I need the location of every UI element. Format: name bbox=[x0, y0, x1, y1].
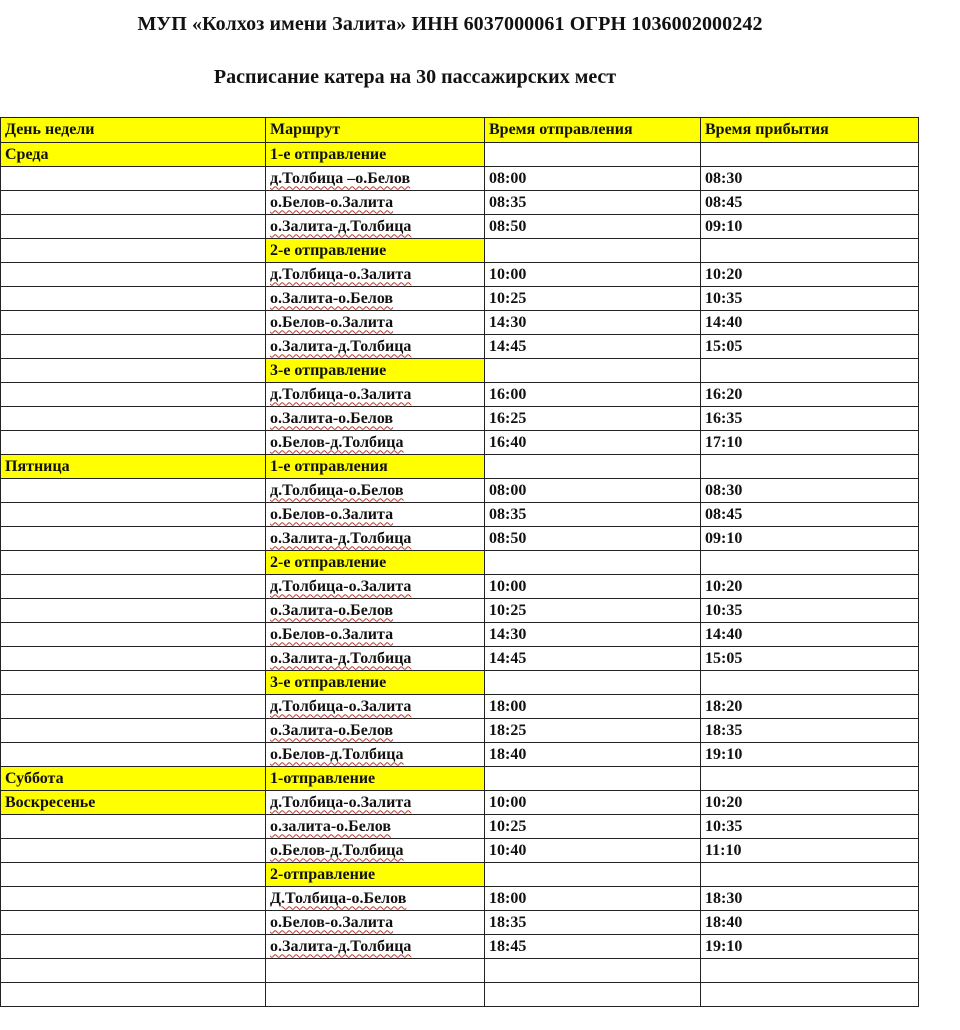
arrival-time-cell bbox=[701, 575, 919, 599]
day-cell bbox=[1, 815, 266, 839]
departure-time-cell bbox=[485, 527, 701, 551]
schedule-table bbox=[0, 117, 919, 1007]
departure-time-cell-text: 10:00 bbox=[489, 793, 527, 811]
departure-section-row bbox=[1, 455, 919, 479]
table-row bbox=[1, 935, 919, 959]
route-cell bbox=[266, 983, 485, 1007]
arrival-time-cell bbox=[701, 551, 919, 575]
departure-section-row bbox=[1, 671, 919, 695]
day-cell bbox=[1, 791, 266, 815]
route-cell-text: 2-отправление bbox=[270, 865, 376, 883]
departure-time-cell bbox=[485, 647, 701, 671]
day-cell bbox=[1, 359, 266, 383]
day-cell bbox=[1, 575, 266, 599]
departure-time-cell bbox=[485, 455, 701, 479]
departure-time-cell bbox=[485, 359, 701, 383]
departure-section-row bbox=[1, 863, 919, 887]
route-cell-text: о.Белов-о.Залита bbox=[270, 913, 394, 931]
departure-time-cell-text: 16:40 bbox=[489, 433, 527, 451]
departure-time-cell bbox=[485, 263, 701, 287]
day-cell bbox=[1, 647, 266, 671]
arrival-time-cell-text: 18:30 bbox=[705, 889, 743, 907]
departure-section-row bbox=[1, 143, 919, 167]
arrival-time-cell bbox=[701, 335, 919, 359]
departure-time-cell bbox=[485, 935, 701, 959]
day-cell bbox=[1, 623, 266, 647]
departure-time-cell bbox=[485, 575, 701, 599]
route-cell-text: 2-е отправление bbox=[270, 553, 387, 571]
arrival-time-cell-text: 08:45 bbox=[705, 505, 743, 523]
route-cell-text: Д.Толбица-о.Белов bbox=[270, 889, 407, 907]
departure-time-cell-text: 10:25 bbox=[489, 601, 527, 619]
route-cell-text: о.Белов-д.Толбица bbox=[270, 841, 404, 859]
departure-time-cell bbox=[485, 287, 701, 311]
table-row bbox=[1, 503, 919, 527]
route-cell bbox=[266, 887, 485, 911]
route-cell-text: о.Белов-д.Толбица bbox=[270, 745, 404, 763]
departure-time-cell bbox=[485, 791, 701, 815]
arrival-time-cell bbox=[701, 983, 919, 1007]
route-cell-text: 1-отправление bbox=[270, 769, 376, 787]
departure-time-cell bbox=[485, 887, 701, 911]
route-cell bbox=[266, 263, 485, 287]
route-cell bbox=[266, 359, 485, 383]
org-name: МУП «Колхоз имени Залита» bbox=[137, 13, 407, 35]
arrival-time-cell bbox=[701, 623, 919, 647]
arrival-time-cell-text: 08:45 bbox=[705, 193, 743, 211]
route-cell-text: д.Толбица-о.Залита bbox=[270, 385, 412, 403]
route-cell-text: 3-е отправление bbox=[270, 673, 387, 691]
route-cell bbox=[266, 719, 485, 743]
departure-time-cell-text: 10:40 bbox=[489, 841, 527, 859]
arrival-time-cell-text: 19:10 bbox=[705, 937, 743, 955]
arrival-time-cell-text: 10:35 bbox=[705, 817, 743, 835]
route-cell bbox=[266, 623, 485, 647]
arrival-time-cell-text: 10:20 bbox=[705, 577, 743, 595]
route-cell-text: 1-е отправления bbox=[270, 457, 388, 475]
departure-time-cell bbox=[485, 983, 701, 1007]
table-row bbox=[1, 431, 919, 455]
route-cell bbox=[266, 599, 485, 623]
table-row bbox=[1, 263, 919, 287]
day-cell bbox=[1, 503, 266, 527]
arrival-time-cell bbox=[701, 263, 919, 287]
arrival-time-cell-text: 11:10 bbox=[705, 841, 742, 859]
schedule-title: Расписание катера на 30 пассажирских мест bbox=[213, 66, 617, 88]
departure-time-cell bbox=[485, 623, 701, 647]
table-row bbox=[1, 743, 919, 767]
day-cell bbox=[1, 287, 266, 311]
departure-time-cell-text: 18:35 bbox=[489, 913, 527, 931]
arrival-time-cell-text: 08:30 bbox=[705, 481, 743, 499]
column-header-route: Маршрут bbox=[266, 118, 485, 143]
table-row bbox=[1, 167, 919, 191]
route-cell-text: о.Белов-о.Залита bbox=[270, 313, 394, 331]
arrival-time-cell bbox=[701, 599, 919, 623]
departure-time-cell-text: 18:00 bbox=[489, 889, 527, 907]
route-cell bbox=[266, 551, 485, 575]
route-cell-text: о.Белов-о.Залита bbox=[270, 625, 394, 643]
route-cell-text: о.Белов-д.Толбица bbox=[270, 433, 404, 451]
departure-time-cell bbox=[485, 407, 701, 431]
arrival-time-cell bbox=[701, 743, 919, 767]
departure-time-cell-text: 08:50 bbox=[489, 217, 527, 235]
arrival-time-cell bbox=[701, 527, 919, 551]
table-row bbox=[1, 311, 919, 335]
departure-time-cell bbox=[485, 479, 701, 503]
arrival-time-cell-text: 10:35 bbox=[705, 601, 743, 619]
route-cell bbox=[266, 959, 485, 983]
departure-section-row bbox=[1, 239, 919, 263]
route-cell bbox=[266, 335, 485, 359]
route-cell-text: 1-е отправление bbox=[270, 145, 387, 163]
route-cell-text: д.Толбица-о.Белов bbox=[270, 481, 404, 499]
departure-time-cell-text: 14:30 bbox=[489, 625, 527, 643]
route-cell-text: о.Белов-о.Залита bbox=[270, 193, 394, 211]
departure-time-cell bbox=[485, 743, 701, 767]
route-cell bbox=[266, 479, 485, 503]
table-row bbox=[1, 815, 919, 839]
route-cell-text: д.Толбица-о.Залита bbox=[270, 793, 412, 811]
route-cell bbox=[266, 287, 485, 311]
table-row bbox=[1, 623, 919, 647]
departure-time-cell bbox=[485, 767, 701, 791]
route-cell bbox=[266, 935, 485, 959]
day-cell bbox=[1, 599, 266, 623]
day-cell bbox=[1, 863, 266, 887]
departure-time-cell bbox=[485, 431, 701, 455]
table-row bbox=[1, 719, 919, 743]
route-cell-text: о.Залита-д.Толбица bbox=[270, 649, 412, 667]
departure-time-cell-text: 16:00 bbox=[489, 385, 527, 403]
day-cell bbox=[1, 407, 266, 431]
departure-time-cell bbox=[485, 551, 701, 575]
route-cell bbox=[266, 671, 485, 695]
arrival-time-cell bbox=[701, 935, 919, 959]
arrival-time-cell bbox=[701, 887, 919, 911]
departure-time-cell-text: 10:00 bbox=[489, 265, 527, 283]
arrival-time-cell bbox=[701, 911, 919, 935]
day-cell bbox=[1, 479, 266, 503]
day-cell bbox=[1, 959, 266, 983]
table-row bbox=[1, 791, 919, 815]
arrival-time-cell-text: 15:05 bbox=[705, 649, 743, 667]
route-cell-text: о.Залита-о.Белов bbox=[270, 601, 394, 619]
table-row bbox=[1, 695, 919, 719]
day-cell bbox=[1, 143, 266, 167]
route-cell bbox=[266, 311, 485, 335]
route-cell bbox=[266, 503, 485, 527]
arrival-time-cell-text: 18:40 bbox=[705, 913, 743, 931]
day-cell bbox=[1, 383, 266, 407]
departure-time-cell bbox=[485, 383, 701, 407]
arrival-time-cell-text: 10:20 bbox=[705, 793, 743, 811]
day-cell bbox=[1, 263, 266, 287]
table-row bbox=[1, 959, 919, 983]
route-cell-text: о.Белов-о.Залита bbox=[270, 505, 394, 523]
day-cell bbox=[1, 671, 266, 695]
column-header-arrival: Время прибытия bbox=[701, 118, 919, 143]
route-cell-text: д.Толбица-о.Залита bbox=[270, 697, 412, 715]
departure-time-cell bbox=[485, 143, 701, 167]
column-header-day: День недели bbox=[1, 118, 266, 143]
arrival-time-cell-text: 18:20 bbox=[705, 697, 743, 715]
departure-time-cell bbox=[485, 815, 701, 839]
schedule-body bbox=[1, 143, 919, 1007]
route-cell bbox=[266, 863, 485, 887]
route-cell-text: о.Залита-о.Белов bbox=[270, 289, 394, 307]
route-cell-text: д.Толбица-о.Залита bbox=[270, 265, 412, 283]
table-header-row bbox=[1, 118, 919, 143]
route-cell-text: о.Залита-д.Толбица bbox=[270, 529, 412, 547]
table-row bbox=[1, 599, 919, 623]
arrival-time-cell bbox=[701, 863, 919, 887]
table-row bbox=[1, 191, 919, 215]
arrival-time-cell-text: 14:40 bbox=[705, 313, 743, 331]
departure-time-cell-text: 08:00 bbox=[489, 481, 527, 499]
route-cell bbox=[266, 839, 485, 863]
table-row bbox=[1, 215, 919, 239]
day-cell-text: Среда bbox=[5, 145, 49, 163]
arrival-time-cell bbox=[701, 311, 919, 335]
arrival-time-cell bbox=[701, 455, 919, 479]
day-cell bbox=[1, 455, 266, 479]
org-ogrn: ОГРН 1036002000242 bbox=[569, 13, 763, 35]
route-cell bbox=[266, 575, 485, 599]
table-row bbox=[1, 479, 919, 503]
route-cell bbox=[266, 743, 485, 767]
arrival-time-cell bbox=[701, 959, 919, 983]
arrival-time-cell-text: 18:35 bbox=[705, 721, 743, 739]
route-cell bbox=[266, 767, 485, 791]
arrival-time-cell bbox=[701, 167, 919, 191]
arrival-time-cell-text: 10:35 bbox=[705, 289, 743, 307]
column-header-departure: Время отправления bbox=[485, 118, 701, 143]
departure-time-cell-text: 18:00 bbox=[489, 697, 527, 715]
departure-time-cell-text: 08:35 bbox=[489, 505, 527, 523]
arrival-time-cell bbox=[701, 695, 919, 719]
route-cell bbox=[266, 215, 485, 239]
day-cell bbox=[1, 167, 266, 191]
route-cell bbox=[266, 815, 485, 839]
route-cell-text: 2-е отправление bbox=[270, 241, 387, 259]
organization-header bbox=[0, 13, 900, 36]
arrival-time-cell bbox=[701, 815, 919, 839]
arrival-time-cell bbox=[701, 359, 919, 383]
table-row bbox=[1, 647, 919, 671]
departure-time-cell-text: 14:45 bbox=[489, 649, 527, 667]
arrival-time-cell bbox=[701, 767, 919, 791]
departure-time-cell bbox=[485, 239, 701, 263]
departure-time-cell bbox=[485, 311, 701, 335]
table-row bbox=[1, 575, 919, 599]
day-cell bbox=[1, 527, 266, 551]
arrival-time-cell bbox=[701, 215, 919, 239]
route-cell-text: о.залита-о.Белов bbox=[270, 817, 392, 835]
arrival-time-cell-text: 16:20 bbox=[705, 385, 743, 403]
departure-time-cell bbox=[485, 959, 701, 983]
day-cell bbox=[1, 767, 266, 791]
route-cell-text: о.Залита-о.Белов bbox=[270, 721, 394, 739]
departure-time-cell-text: 10:25 bbox=[489, 289, 527, 307]
route-cell bbox=[266, 239, 485, 263]
route-cell bbox=[266, 911, 485, 935]
day-cell bbox=[1, 551, 266, 575]
departure-time-cell bbox=[485, 695, 701, 719]
day-cell bbox=[1, 719, 266, 743]
route-cell-text: д.Толбица –о.Белов bbox=[270, 169, 411, 187]
route-cell-text: д.Толбица-о.Залита bbox=[270, 577, 412, 595]
route-cell bbox=[266, 431, 485, 455]
departure-time-cell-text: 14:30 bbox=[489, 313, 527, 331]
arrival-time-cell bbox=[701, 647, 919, 671]
departure-section-row bbox=[1, 767, 919, 791]
day-cell-text: Воскресенье bbox=[5, 793, 96, 811]
arrival-time-cell-text: 08:30 bbox=[705, 169, 743, 187]
arrival-time-cell bbox=[701, 479, 919, 503]
route-cell-text: о.Залита-о.Белов bbox=[270, 409, 394, 427]
table-row bbox=[1, 983, 919, 1007]
departure-time-cell bbox=[485, 503, 701, 527]
arrival-time-cell-text: 17:10 bbox=[705, 433, 743, 451]
arrival-time-cell bbox=[701, 791, 919, 815]
day-cell-text: Суббота bbox=[5, 769, 64, 787]
arrival-time-cell-text: 09:10 bbox=[705, 217, 743, 235]
table-row bbox=[1, 839, 919, 863]
departure-time-cell-text: 14:45 bbox=[489, 337, 527, 355]
route-cell bbox=[266, 695, 485, 719]
departure-time-cell bbox=[485, 215, 701, 239]
arrival-time-cell-text: 16:35 bbox=[705, 409, 743, 427]
arrival-time-cell bbox=[701, 719, 919, 743]
departure-time-cell bbox=[485, 191, 701, 215]
departure-time-cell-text: 08:50 bbox=[489, 529, 527, 547]
arrival-time-cell bbox=[701, 671, 919, 695]
departure-time-cell bbox=[485, 911, 701, 935]
route-cell-text: о.Залита-д.Толбица bbox=[270, 217, 412, 235]
table-row bbox=[1, 407, 919, 431]
arrival-time-cell-text: 09:10 bbox=[705, 529, 743, 547]
day-cell bbox=[1, 911, 266, 935]
departure-time-cell-text: 18:25 bbox=[489, 721, 527, 739]
route-cell bbox=[266, 191, 485, 215]
departure-time-cell-text: 16:25 bbox=[489, 409, 527, 427]
departure-time-cell bbox=[485, 671, 701, 695]
day-cell bbox=[1, 887, 266, 911]
table-row bbox=[1, 383, 919, 407]
arrival-time-cell bbox=[701, 239, 919, 263]
departure-time-cell-text: 18:45 bbox=[489, 937, 527, 955]
arrival-time-cell-text: 15:05 bbox=[705, 337, 743, 355]
day-cell bbox=[1, 215, 266, 239]
arrival-time-cell bbox=[701, 143, 919, 167]
day-cell bbox=[1, 191, 266, 215]
route-cell bbox=[266, 167, 485, 191]
day-cell bbox=[1, 839, 266, 863]
departure-section-row bbox=[1, 359, 919, 383]
route-cell bbox=[266, 383, 485, 407]
arrival-time-cell bbox=[701, 503, 919, 527]
departure-time-cell bbox=[485, 335, 701, 359]
departure-time-cell-text: 18:40 bbox=[489, 745, 527, 763]
arrival-time-cell bbox=[701, 839, 919, 863]
route-cell bbox=[266, 455, 485, 479]
departure-time-cell bbox=[485, 839, 701, 863]
arrival-time-cell bbox=[701, 191, 919, 215]
arrival-time-cell bbox=[701, 407, 919, 431]
route-cell bbox=[266, 143, 485, 167]
day-cell-text: Пятница bbox=[5, 457, 70, 475]
table-row bbox=[1, 887, 919, 911]
arrival-time-cell bbox=[701, 287, 919, 311]
day-cell bbox=[1, 743, 266, 767]
day-cell bbox=[1, 431, 266, 455]
departure-time-cell-text: 08:35 bbox=[489, 193, 527, 211]
table-row bbox=[1, 527, 919, 551]
org-inn: ИНН 6037000061 bbox=[411, 13, 565, 35]
departure-time-cell-text: 08:00 bbox=[489, 169, 527, 187]
day-cell bbox=[1, 311, 266, 335]
route-cell bbox=[266, 791, 485, 815]
day-cell bbox=[1, 983, 266, 1007]
departure-time-cell-text: 10:25 bbox=[489, 817, 527, 835]
departure-time-cell-text: 10:00 bbox=[489, 577, 527, 595]
day-cell bbox=[1, 239, 266, 263]
arrival-time-cell-text: 14:40 bbox=[705, 625, 743, 643]
route-cell bbox=[266, 407, 485, 431]
departure-time-cell bbox=[485, 719, 701, 743]
departure-time-cell bbox=[485, 167, 701, 191]
arrival-time-cell-text: 19:10 bbox=[705, 745, 743, 763]
arrival-time-cell bbox=[701, 383, 919, 407]
route-cell-text: 3-е отправление bbox=[270, 361, 387, 379]
departure-time-cell bbox=[485, 599, 701, 623]
route-cell-text: о.Залита-д.Толбица bbox=[270, 337, 412, 355]
day-cell bbox=[1, 335, 266, 359]
table-row bbox=[1, 335, 919, 359]
day-cell bbox=[1, 695, 266, 719]
arrival-time-cell-text: 10:20 bbox=[705, 265, 743, 283]
route-cell bbox=[266, 647, 485, 671]
departure-time-cell bbox=[485, 863, 701, 887]
route-cell bbox=[266, 527, 485, 551]
table-row bbox=[1, 287, 919, 311]
day-cell bbox=[1, 935, 266, 959]
table-row bbox=[1, 911, 919, 935]
departure-section-row bbox=[1, 551, 919, 575]
route-cell-text: о.Залита-д.Толбица bbox=[270, 937, 412, 955]
arrival-time-cell bbox=[701, 431, 919, 455]
